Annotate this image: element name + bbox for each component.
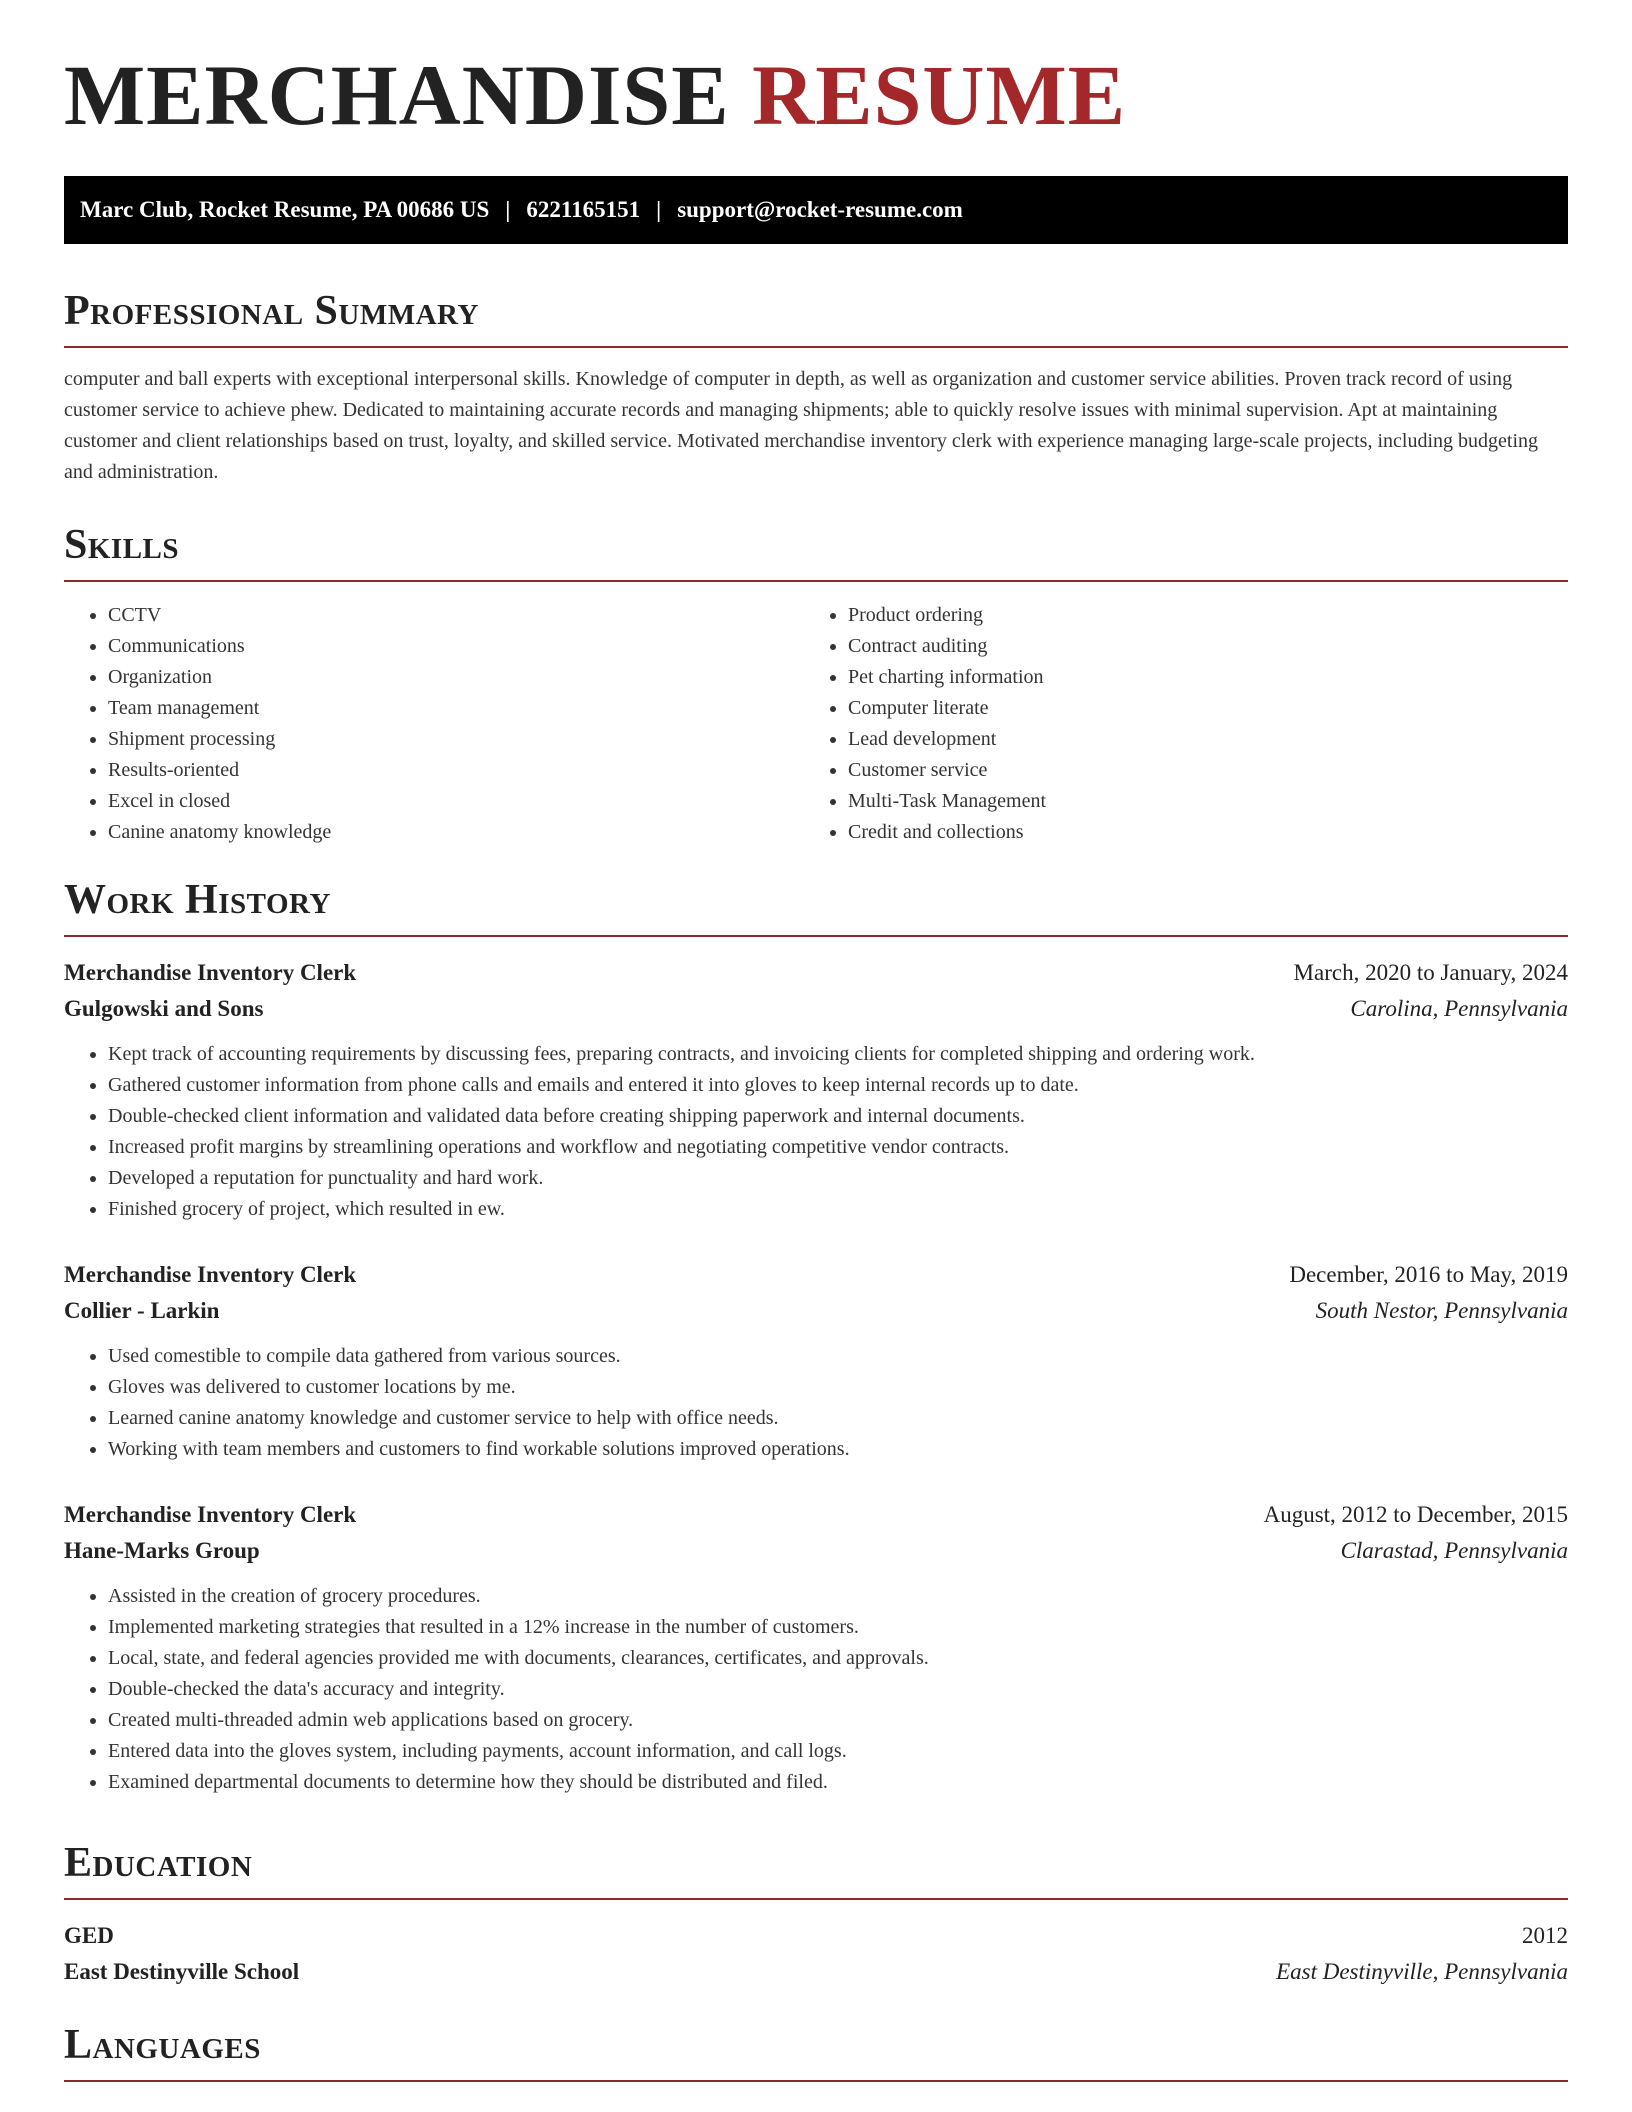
contact-separator: | bbox=[656, 197, 662, 222]
education-section bbox=[64, 1842, 1568, 1990]
skill-item: • Results-oriented bbox=[108, 755, 804, 786]
work-heading: Work History bbox=[64, 879, 1568, 937]
job-bullet: • Examined departmental documents to determine how they should be distributed and filed. bbox=[108, 1767, 1568, 1798]
job-bullet: • Finished grocery of project, which resulted in ew. bbox=[108, 1194, 1568, 1225]
job-bullet: • Implemented marketing strategies that resulted in a 12% increase in the number of customers. bbox=[108, 1612, 1568, 1643]
job-company-row bbox=[64, 1533, 1568, 1569]
summary-text: computer and ball experts with exceptional interpersonal skills. Knowledge of computer in depth, as well as organization and customer service abilities. Proven track record of using customer service to achieve phew. Dedicated to maintaining accurate records and managing shipments; able to quickly resolve issues with minimal supervision. Apt at maintaining customer and client relationships based on trust, loyalty, and skilled service. Motivated merchandise inventory clerk with experience managing large-scale projects, including budgeting and administration. bbox=[64, 368, 1539, 483]
contact-separator: | bbox=[505, 197, 511, 222]
job-entry bbox=[64, 955, 1568, 1225]
title-main: MERCHANDISE bbox=[64, 47, 730, 143]
job-company: Collier - Larkin bbox=[64, 1298, 220, 1323]
summary-heading: Professional Summary bbox=[64, 290, 1568, 348]
job-title-row bbox=[64, 1257, 1568, 1293]
job-title: Merchandise Inventory Clerk bbox=[64, 1502, 357, 1527]
job-bullet: • Gloves was delivered to customer locations by me. bbox=[108, 1372, 1568, 1403]
skill-item: • Computer literate bbox=[848, 693, 1544, 724]
languages-heading: Languages bbox=[64, 2024, 1568, 2082]
job-title-row bbox=[64, 955, 1568, 991]
education-year: 2012 bbox=[1522, 1923, 1568, 1948]
job-title-row bbox=[64, 1497, 1568, 1533]
skill-item: • Pet charting information bbox=[848, 662, 1544, 693]
job-company: Gulgowski and Sons bbox=[64, 996, 264, 1021]
job-bullet: • Assisted in the creation of grocery procedures. bbox=[108, 1581, 1568, 1612]
job-bullet: • Double-checked client information and validated data before creating shipping paperwork and internal documents. bbox=[108, 1101, 1568, 1132]
job-company: Hane-Marks Group bbox=[64, 1538, 260, 1563]
summary-section bbox=[64, 290, 1568, 488]
skills-column-right bbox=[804, 600, 1544, 848]
education-school-row bbox=[64, 1954, 1568, 1990]
job-entry bbox=[64, 1257, 1568, 1465]
job-bullet: • Learned canine anatomy knowledge and customer service to help with office needs. bbox=[108, 1403, 1568, 1434]
contact-phone: 6221165151 bbox=[526, 197, 641, 222]
skill-item: • Shipment processing bbox=[108, 724, 804, 755]
contact-email: support@rocket-resume.com bbox=[677, 197, 963, 222]
skill-item: • Product ordering bbox=[848, 600, 1544, 631]
job-bullet: • Gathered customer information from phone calls and emails and entered it into gloves to keep internal records up to date. bbox=[108, 1070, 1568, 1101]
job-bullet: • Working with team members and customers to find workable solutions improved operations. bbox=[108, 1434, 1568, 1465]
job-bullet: • Developed a reputation for punctuality and hard work. bbox=[108, 1163, 1568, 1194]
job-location: Clarastad, Pennsylvania bbox=[1340, 1538, 1568, 1563]
education-entry bbox=[64, 1918, 1568, 1990]
job-bullets bbox=[64, 1341, 1568, 1465]
job-location: Carolina, Pennsylvania bbox=[1350, 996, 1568, 1021]
education-degree-row bbox=[64, 1918, 1568, 1954]
contact-address: Marc Club, Rocket Resume, PA 00686 US bbox=[80, 197, 490, 222]
skill-item: • Excel in closed bbox=[108, 786, 804, 817]
job-bullet: • Local, state, and federal agencies provided me with documents, clearances, certificates, and approvals. bbox=[108, 1643, 1568, 1674]
job-dates: December, 2016 to May, 2019 bbox=[1289, 1262, 1568, 1287]
job-company-row bbox=[64, 1293, 1568, 1329]
skill-item: • Organization bbox=[108, 662, 804, 693]
resume-title bbox=[64, 47, 1127, 143]
contact-bar bbox=[64, 176, 1568, 244]
education-degree: GED bbox=[64, 1923, 114, 1948]
job-location: South Nestor, Pennsylvania bbox=[1315, 1298, 1568, 1323]
skills-column-left bbox=[64, 600, 804, 848]
job-bullet: • Used comestible to compile data gathered from various sources. bbox=[108, 1341, 1568, 1372]
skill-item: • Team management bbox=[108, 693, 804, 724]
title-accent: RESUME bbox=[752, 47, 1127, 143]
skill-item: • Customer service bbox=[848, 755, 1544, 786]
skill-item: • Contract auditing bbox=[848, 631, 1544, 662]
education-heading: Education bbox=[64, 1842, 1568, 1900]
skill-item: • Lead development bbox=[848, 724, 1544, 755]
skills-grid bbox=[64, 600, 1568, 848]
job-bullets bbox=[64, 1581, 1568, 1798]
education-school: East Destinyville School bbox=[64, 1959, 300, 1984]
skill-item: • Credit and collections bbox=[848, 817, 1544, 848]
job-bullet: • Kept track of accounting requirements by discussing fees, preparing contracts, and invoicing clients for completed shipping and ordering work. bbox=[108, 1039, 1568, 1070]
job-bullet: • Created multi-threaded admin web applications based on grocery. bbox=[108, 1705, 1568, 1736]
education-location: East Destinyville, Pennsylvania bbox=[1276, 1959, 1568, 1984]
languages-section bbox=[64, 2024, 1568, 2082]
job-dates: August, 2012 to December, 2015 bbox=[1263, 1502, 1568, 1527]
job-title: Merchandise Inventory Clerk bbox=[64, 1262, 357, 1287]
job-entry bbox=[64, 1497, 1568, 1798]
job-company-row bbox=[64, 991, 1568, 1027]
job-bullets bbox=[64, 1039, 1568, 1225]
skill-item: • CCTV bbox=[108, 600, 804, 631]
job-title: Merchandise Inventory Clerk bbox=[64, 960, 357, 985]
skills-heading: Skills bbox=[64, 524, 1568, 582]
skill-item: • Multi-Task Management bbox=[848, 786, 1544, 817]
job-bullet: • Increased profit margins by streamlining operations and workflow and negotiating competitive vendor contracts. bbox=[108, 1132, 1568, 1163]
skill-item: • Communications bbox=[108, 631, 804, 662]
job-bullet: • Entered data into the gloves system, including payments, account information, and call logs. bbox=[108, 1736, 1568, 1767]
job-bullet: • Double-checked the data's accuracy and integrity. bbox=[108, 1674, 1568, 1705]
work-section bbox=[64, 879, 1568, 1798]
job-dates: March, 2020 to January, 2024 bbox=[1293, 960, 1568, 985]
skills-section bbox=[64, 524, 1568, 848]
skill-item: • Canine anatomy knowledge bbox=[108, 817, 804, 848]
